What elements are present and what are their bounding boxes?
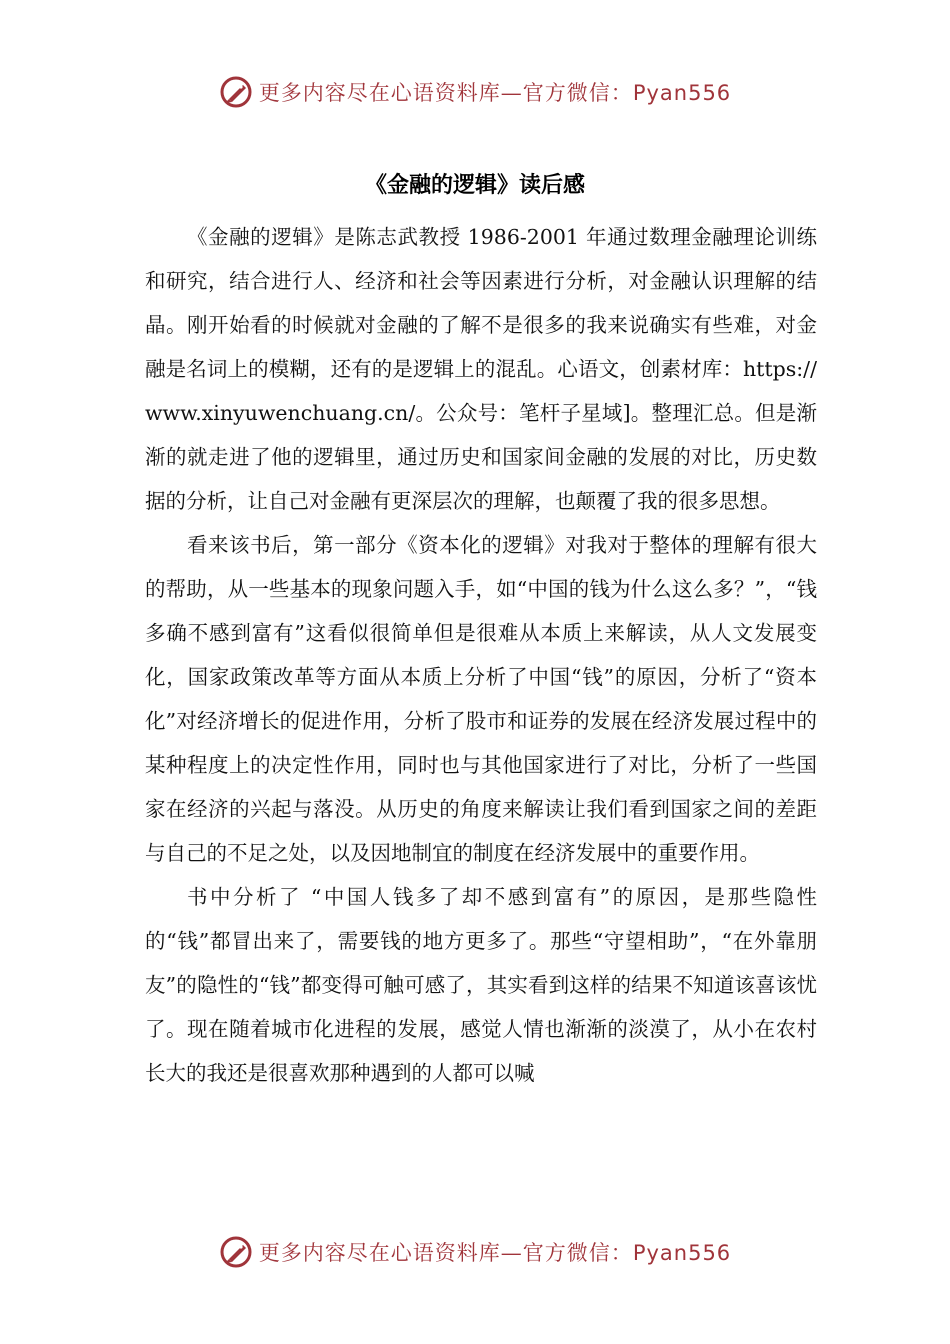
header-slogan: 更多内容尽在心语资料库—官方微信：	[258, 81, 633, 105]
footer-slogan: 更多内容尽在心语资料库—官方微信：	[258, 1241, 633, 1265]
document-title: 《金融的逻辑》读后感	[364, 173, 585, 198]
footer-wechat-id: Pyan556	[632, 1241, 732, 1265]
paragraph-2: 看来该书后，第一部分《资本化的逻辑》对我对于整体的理解有很大的帮助，从一些基本的现象问题入手，如“中国的钱为什么这么多？”，“钱多确不感到富有”这看似很简单但是很难从本质上来解读，从人文发展变化，国家政策改革等方面从本质上分析了中国“钱”的原因，分析了“资本化”对经济增长的促进作用，分析了股市和证券的发展在经济发展过程中的某种程度上的决定性作用，同时也与其他国家进行了对比，分析了一些国家在经济的兴起与落没。从历史的角度来解读让我们看到国家之间的差距与自己的不足之处，以及因地制宜的制度在经济发展中的重要作用。	[145, 533, 817, 865]
paragraph-3: 书中分析了 “中国人钱多了却不感到富有”的原因，是那些隐性的“钱”都冒出来了，需要钱的地方更多了。那些“守望相助”，“在外靠朋友”的隐性的“钱”都变得可触可感了，其实看到这样的结果不知道该喜该忧了。现在随着城市化进程的发展，感觉人情也渐渐的淡漠了，从小在农村长大的我还是很喜欢那种遇到的人都可以喊	[145, 885, 817, 1085]
pen-nib-logo-icon	[219, 75, 253, 109]
pen-nib-logo-icon	[219, 1235, 253, 1269]
footer-banner	[0, 1232, 950, 1272]
footer-text	[259, 1237, 731, 1267]
header-banner	[0, 72, 950, 112]
document-body	[145, 215, 817, 1095]
header-text	[259, 77, 731, 107]
paragraph-1: 《金融的逻辑》是陈志武教授 1986-2001 年通过数理金融理论训练和研究，结合进行人、经济和社会等因素进行分析，对金融认识理解的结晶。刚开始看的时候就对金融的了解不是很多的我来说确实有些难，对金融是名词上的模糊，还有的是逻辑上的混乱。心语文，创素材库：https://www.xinyuwenchuang.cn/。公众号：笔杆子星域]。整理汇总。但是渐渐的就走进了他的逻辑里，通过历史和国家间金融的发展的对比，历史数据的分析，让自己对金融有更深层次的理解，也颠覆了我的很多思想。	[145, 225, 817, 513]
header-wechat-id: Pyan556	[632, 81, 732, 105]
